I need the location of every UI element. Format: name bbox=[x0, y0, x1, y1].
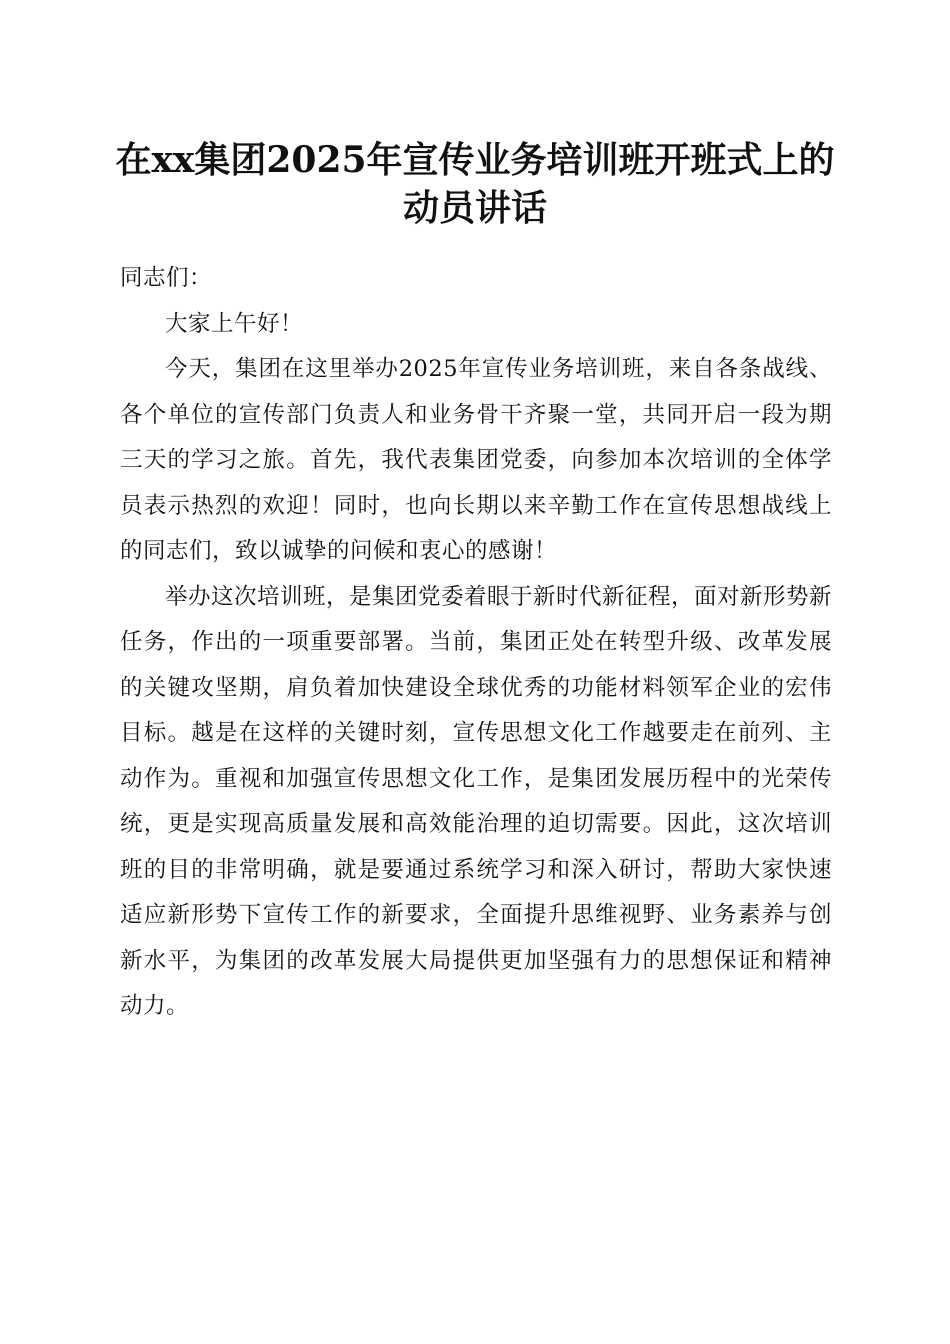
title-line-1: 在xx集团2025年宣传业务培训班开班式上的 bbox=[115, 139, 835, 181]
document-title bbox=[90, 136, 860, 232]
salutation: 同志们： bbox=[120, 265, 213, 291]
paragraph: 今天，集团在这里举办2025年宣传业务培训班，来自各条战线、各个单位的宣传部门负责人和业务骨干齐聚一堂，共同开启一段为期三天的学习之旅。首先，我代表集团党委，向参加本次培训的全体学员表示热烈的欢迎！同时，也向长期以来辛勤工作在宣传思想战线上的同志们，致以诚挚的问候和衷心的感谢！ bbox=[120, 356, 832, 564]
paragraph: 举办这次培训班，是集团党委着眼于新时代新征程，面对新形势新任务，作出的一项重要部署。当前，集团正处在转型升级、改革发展的关键攻坚期，肩负着加快建设全球优秀的功能材料领军企业的宏伟目标。越是在这样的关键时刻，宣传思想文化工作越要走在前列、主动作为。重视和加强宣传思想文化工作，是集团发展历程中的光荣传统，更是实现高质量发展和高效能治理的迫切需要。因此，这次培训班的目的非常明确，就是要通过系统学习和深入研讨，帮助大家快速适应新形势下宣传工作的新要求，全面提升思维视野、业务素养与创新水平，为集团的改革发展大局提供更加坚强有力的思想保证和精神动力。 bbox=[120, 583, 833, 1019]
title-line-2: 动员讲话 bbox=[402, 187, 547, 229]
document-body bbox=[120, 256, 832, 1030]
greeting: 大家上午好！ bbox=[165, 310, 304, 337]
